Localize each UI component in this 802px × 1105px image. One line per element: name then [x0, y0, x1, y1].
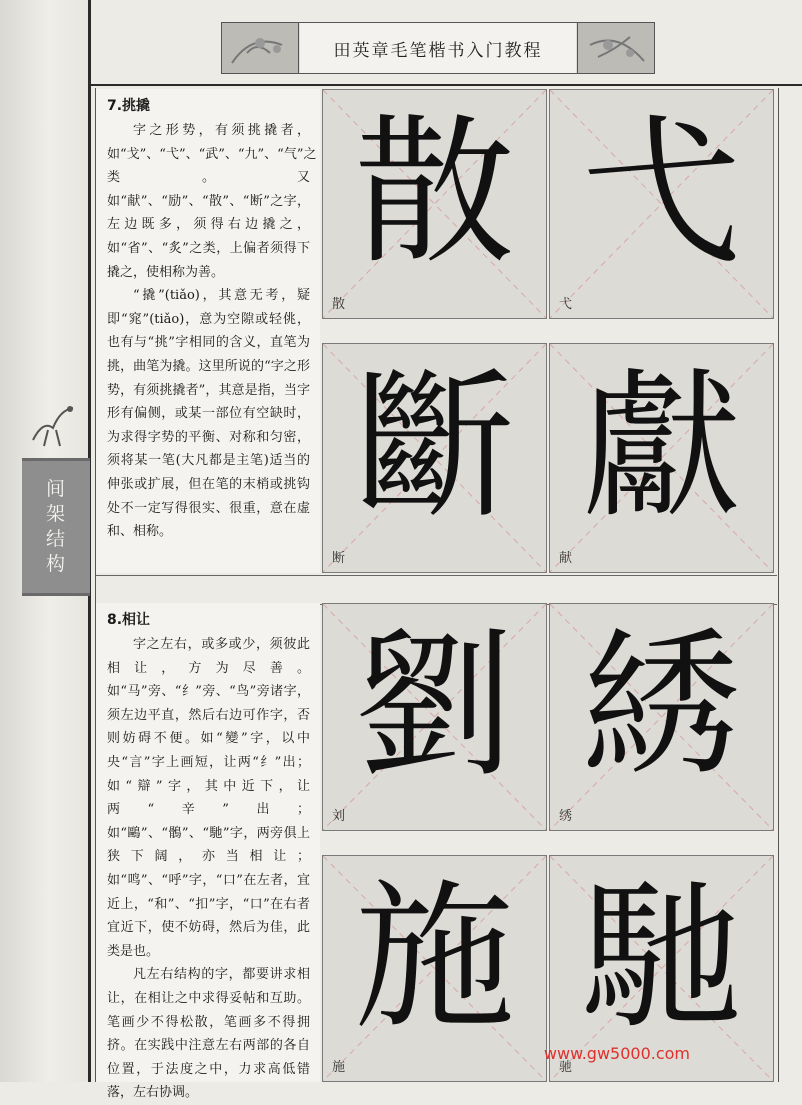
- section-side-tab: [22, 458, 90, 596]
- calligraphy-glyph: 斷: [354, 353, 515, 540]
- glyph-label: 驰: [559, 1060, 573, 1075]
- glyph-label: 断: [332, 551, 346, 566]
- calligraphy-glyph: 獻: [581, 353, 742, 540]
- character-cell: [322, 89, 547, 319]
- calligraphy-glyph: 施: [354, 863, 515, 1051]
- character-cell: [322, 603, 547, 831]
- calligraphy-glyph: 劉: [354, 612, 515, 799]
- character-cell: [549, 603, 774, 831]
- watermark-link: www.gw5000.com: [543, 1044, 690, 1063]
- page-title: 田英章毛笔楷书入门教程: [333, 40, 543, 61]
- glyph-label: 刘: [332, 809, 346, 824]
- character-cell: [549, 89, 774, 319]
- calligraphy-glyph: 馳: [581, 863, 742, 1051]
- side-tab-char: 架: [45, 503, 66, 525]
- glyph-label: 绣: [559, 809, 573, 824]
- calligraphy-glyph: 弋: [581, 99, 742, 286]
- crane-ornament-icon: [28, 400, 78, 450]
- glyph-label: 散: [332, 297, 346, 312]
- character-cell: [322, 343, 547, 573]
- calligraphy-glyph: 綉: [581, 612, 742, 799]
- character-cell: [322, 855, 547, 1082]
- side-tab-char: 构: [45, 553, 66, 575]
- glyph-label: 施: [332, 1060, 346, 1075]
- character-cell: [549, 343, 774, 573]
- section-paragraph: “撬”(tiǎo)，其意无考，疑即“窕”(tiǎo)，意为空隙或轻佻，也有与“挑”字相同的含义，直笔为挑，曲笔为撬。这里所说的“字之形势，有须挑撬者”，其意是指，当字形有偏侧，或某一部位有空缺时，为求得字势的平衡、对称和匀密，须将某一笔(大凡都是主笔)适当的伸张或扩展，但在笔的末梢或挑钩处不一定写得很实、很重，意在虚和、相称。: [107, 288, 310, 540]
- header-title-box: [300, 23, 576, 73]
- section-heading: 8.相让: [107, 612, 151, 628]
- section-paragraph: 字之形势，有须挑撬者，如“戈”、“弋”、“武”、“九”、“气”之类。又如“献”、“励”、“散”、“断”之字，左边既多，须得右边撬之，如“省”、“炙”之类，上偏者须得下撬之，使相称为善。: [107, 123, 317, 280]
- glyph-label: 献: [559, 551, 573, 566]
- flower-ornament-icon: [577, 23, 654, 73]
- side-tab-char: 结: [45, 528, 66, 550]
- header-rule: [91, 84, 802, 86]
- section-divider: [96, 575, 777, 605]
- flower-ornament-icon: [222, 23, 299, 73]
- section-paragraph: 字之左右，或多或少，须彼此相让，方为尽善。如“马”旁、“纟”旁、“鸟”旁诸字，须左边平直，然后右边可作字，否则妨碍不便。如“變”字，以中央“言”字上画短，让两“纟”出；如“辯”字，其中近下，让两“辛”出；如“鷗”、“鶻”、“馳”字，两旁俱上狭下阔，亦当相让；如“鸣”、“呼”字，“口”在左者，宜近上，“和”、“扣”字，“口”在右者宜近下，使不妨碍，然后为佳，此类是也。: [107, 637, 310, 959]
- section-paragraph: 凡左右结构的字，都要讲求相让，在相让之中求得妥帖和互助。笔画少不得松散，笔画多不得拥挤。在实践中注意左右两部的各自位置，于法度之中，力求高低错落，左右协调。: [107, 967, 310, 1101]
- section-text-xiangrang: [96, 603, 320, 1101]
- glyph-label: 弋: [559, 297, 573, 312]
- side-tab-char: 间: [45, 478, 66, 500]
- page-header: [221, 22, 655, 74]
- calligraphy-glyph: 散: [354, 99, 515, 286]
- section-text-tiaoqiao: [96, 89, 320, 573]
- section-heading: 7.挑撬: [107, 98, 151, 114]
